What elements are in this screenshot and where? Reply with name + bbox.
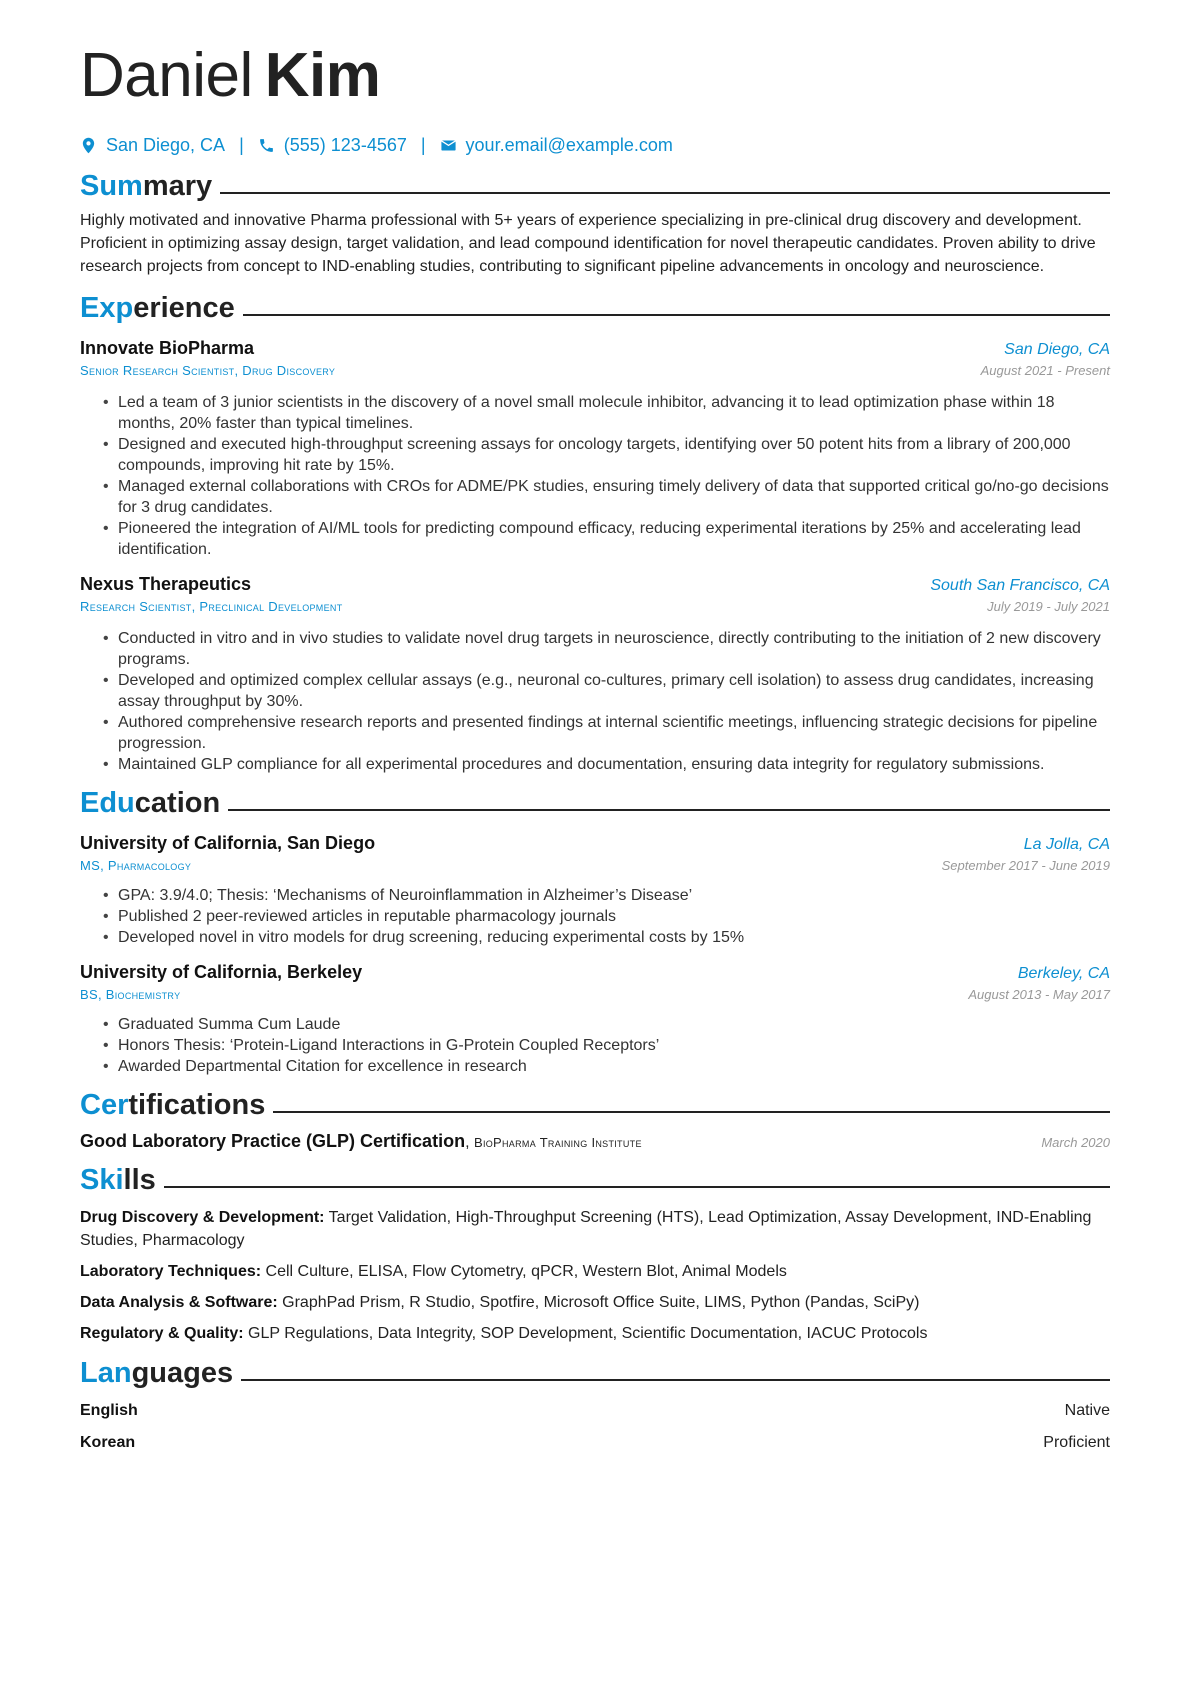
section-rule <box>228 809 1110 811</box>
entry-dates: August 2021 - Present <box>980 363 1110 378</box>
certification-institute: BioPharma Training Institute <box>473 1135 642 1150</box>
section-rule <box>164 1186 1110 1188</box>
section-summary-heading <box>80 166 1110 206</box>
title-rest: erience <box>133 291 235 324</box>
title-rest: cation <box>134 786 221 819</box>
summary-text: Highly motivated and innovative Pharma professional with 5+ years of experience specializing in pre-clinical drug discovery and development. Proficient in optimizing assay design, target validation, and lead compound identification for novel therapeutic candidates. Proven ability to drive research projects from concept to IND-enabling studies, contributing to significant pipeline advancements in oncology and neuroscience. <box>80 212 1096 275</box>
title-accent: Cer <box>80 1088 129 1121</box>
language-row <box>80 1431 1110 1455</box>
bullet-list <box>80 392 1110 560</box>
employer-name: Innovate BioPharma <box>80 338 255 358</box>
bullet-item: • Led a team of 3 junior scientists in the discovery of a novel small molecule inhibitor, advancing it to lead optimization phase within 18 months, 20% faster than typical timelines. <box>104 392 1110 434</box>
phone-icon <box>258 137 275 154</box>
bullet-item: • GPA: 3.9/4.0; Thesis: ‘Mechanisms of Neuroinflammation in Alzheimer’s Disease’ <box>104 885 1110 906</box>
section-rule <box>220 192 1110 194</box>
contact-separator: | <box>239 134 244 155</box>
skill-category: Data Analysis & Software: <box>80 1294 278 1311</box>
section-skills-heading <box>80 1160 1110 1200</box>
certification-date: March 2020 <box>1041 1135 1110 1150</box>
title-accent: Ski <box>80 1163 124 1196</box>
contact-phone[interactable] <box>258 135 407 156</box>
school-name: University of California, San Diego <box>80 833 376 853</box>
bullet-item: • Developed novel in vitro models for drug screening, reducing experimental costs by 15% <box>104 927 1110 948</box>
bullet-item: • Authored comprehensive research reports and presented findings at internal scientific meetings, influencing strategic decisions for pipeline progression. <box>104 712 1110 754</box>
language-level: Native <box>1064 1402 1110 1419</box>
section-rule <box>241 1379 1110 1381</box>
location-text: San Diego, CA <box>106 134 226 155</box>
section-languages-heading <box>80 1353 1110 1393</box>
education-entry <box>80 960 1110 1077</box>
title-rest: tifications <box>128 1088 266 1121</box>
section-title <box>80 1164 156 1197</box>
bullet-item: • Maintained GLP compliance for all experimental procedures and documentation, ensuring data integrity for regulatory submissions. <box>104 754 1110 775</box>
bullet-item: • Pioneered the integration of AI/ML tools for predicting compound efficacy, reducing experimental iterations by 25% and accelerating lead identification. <box>104 518 1110 560</box>
skill-row <box>80 1322 1110 1345</box>
bullet-item: • Graduated Summa Cum Laude <box>104 1014 1110 1035</box>
entry-location: Berkeley, CA <box>1017 965 1110 982</box>
skill-values: GLP Regulations, Data Integrity, SOP Development, Scientific Documentation, IACUC Protocols <box>248 1325 928 1342</box>
bullet-list <box>80 1014 1110 1077</box>
entry-location: La Jolla, CA <box>1023 836 1110 853</box>
language-name: English <box>80 1402 138 1419</box>
certification-name: Good Laboratory Practice (GLP) Certification <box>80 1131 466 1151</box>
education-entry <box>80 831 1110 948</box>
contact-email[interactable] <box>440 135 673 156</box>
section-title <box>80 170 212 203</box>
skill-category: Drug Discovery & Development: <box>80 1209 325 1226</box>
language-level: Proficient <box>1043 1434 1110 1451</box>
email-link: your.email@example.com <box>465 134 673 155</box>
section-certifications-heading <box>80 1085 1110 1125</box>
language-row <box>80 1399 1110 1423</box>
bullet-item: • Designed and executed high-throughput screening assays for oncology targets, identifying over 50 potent hits from a library of 200,000 compounds, improving hit rate by 15%. <box>104 434 1110 476</box>
contact-separator: | <box>420 134 426 155</box>
section-title <box>80 787 220 820</box>
experience-entry <box>80 336 1110 560</box>
title-rest: guages <box>131 1356 234 1389</box>
degree: MS, Pharmacology <box>80 858 192 873</box>
degree: BS, Biochemistry <box>80 987 181 1002</box>
section-experience-heading <box>80 288 1110 328</box>
bullet-item: • Managed external collaborations with CROs for ADME/PK studies, ensuring timely delivery of data that supported critical go/no-go decisions for 3 drug candidates. <box>104 476 1110 518</box>
section-title <box>80 292 235 325</box>
skill-category: Laboratory Techniques: <box>80 1263 262 1280</box>
title-rest: mary <box>142 169 213 202</box>
job-title: Research Scientist, Preclinical Development <box>80 599 343 614</box>
entry-dates: August 2013 - May 2017 <box>968 987 1110 1002</box>
skill-row <box>80 1291 1110 1314</box>
contact-bar <box>80 130 1110 160</box>
skill-category: Regulatory & Quality: <box>80 1325 244 1342</box>
title-accent: Lan <box>80 1356 132 1389</box>
bullet-item: • Awarded Departmental Citation for excellence in research <box>104 1056 1110 1077</box>
employer-name: Nexus Therapeutics <box>80 574 252 594</box>
section-rule <box>273 1111 1110 1113</box>
bullet-item: • Honors Thesis: ‘Protein-Ligand Interactions in G-Protein Coupled Receptors’ <box>104 1035 1110 1056</box>
entry-location: South San Francisco, CA <box>930 577 1110 594</box>
skill-row <box>80 1260 1110 1283</box>
section-title <box>80 1089 265 1122</box>
title-accent: Edu <box>80 786 135 819</box>
bullet-item: • Published 2 peer-reviewed articles in reputable pharmacology journals <box>104 906 1110 927</box>
entry-dates: July 2019 - July 2021 <box>987 599 1110 614</box>
entry-dates: September 2017 - June 2019 <box>941 858 1110 873</box>
skill-values: GraphPad Prism, R Studio, Spotfire, Microsoft Office Suite, LIMS, Python (Pandas, SciPy) <box>282 1294 920 1311</box>
section-rule <box>243 314 1110 316</box>
phone-text: (555) 123-4567 <box>283 134 407 155</box>
bullet-list <box>80 885 1110 948</box>
job-title: Senior Research Scientist, Drug Discovery <box>80 363 336 378</box>
skill-row <box>80 1206 1110 1252</box>
title-accent: Exp <box>80 291 134 324</box>
section-education-heading <box>80 783 1110 823</box>
title-rest: lls <box>123 1163 156 1196</box>
skill-values: Target Validation, High-Throughput Screening (HTS), Lead Optimization, Assay Development, IND-Enabling Studies, Pharmacology <box>80 1209 1092 1249</box>
experience-entry <box>80 572 1110 775</box>
candidate-name <box>80 36 1110 116</box>
skill-values: Cell Culture, ELISA, Flow Cytometry, qPCR, Western Blot, Animal Models <box>265 1263 787 1280</box>
last-name: Kim <box>264 41 381 110</box>
map-marker-icon <box>80 137 97 154</box>
entry-location: San Diego, CA <box>1004 341 1110 358</box>
school-name: University of California, Berkeley <box>80 962 363 982</box>
certification-comma: , <box>465 1134 470 1151</box>
section-title <box>80 1357 233 1390</box>
contact-location <box>80 135 225 156</box>
bullet-list <box>80 628 1110 775</box>
first-name: Daniel <box>80 41 253 110</box>
bullet-item: • Conducted in vitro and in vivo studies to validate novel drug targets in neuroscience, directly contributing to the initiation of 2 new discovery programs. <box>104 628 1110 670</box>
title-accent: Sum <box>80 169 143 202</box>
bullet-item: • Developed and optimized complex cellular assays (e.g., neuronal co-cultures, primary cell isolation) to assess drug candidates, increasing assay throughput by 30%. <box>104 670 1110 712</box>
envelope-icon <box>440 137 457 154</box>
language-name: Korean <box>80 1434 136 1451</box>
certification-entry <box>80 1131 1110 1152</box>
